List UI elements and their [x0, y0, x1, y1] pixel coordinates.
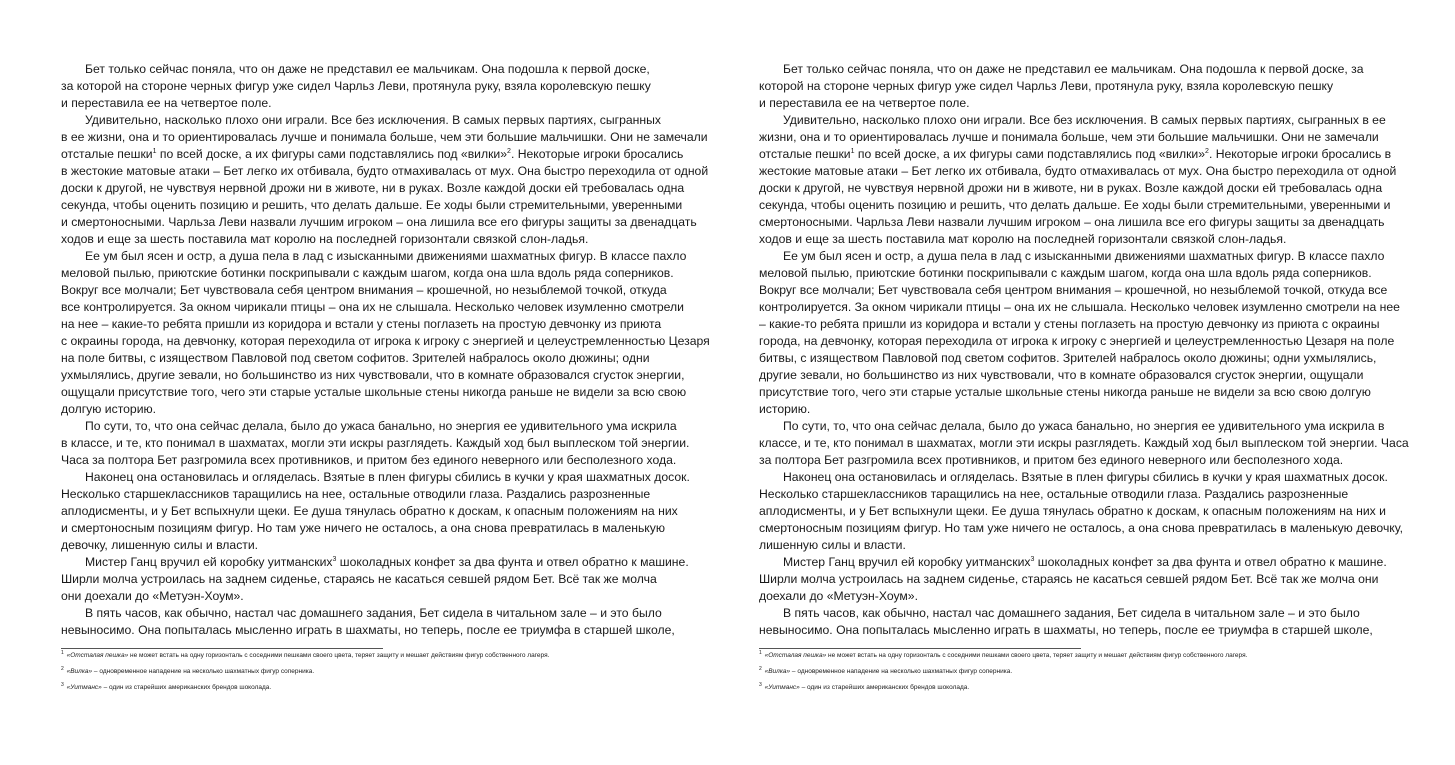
text-run: меловой пылью, приютские ботинки поскрипывали с каждым шагом, когда она шла вдоль ряда соперников. — [759, 266, 1372, 280]
text-line — [61, 333, 711, 350]
footnotes — [61, 649, 711, 689]
text-line — [61, 316, 711, 333]
text-line — [61, 435, 711, 452]
text-line — [61, 61, 711, 78]
text-run: . Некоторые игроки бросались — [510, 147, 684, 161]
text-run: лишенную силы и власти. — [759, 538, 906, 552]
text-line — [759, 265, 1409, 282]
text-line — [61, 197, 711, 214]
text-run: в жестокие матовые атаки – Бет легко их отбивала, будто отмахивалась от мух. Она быстро переходила от одной — [61, 164, 709, 178]
text-run: Удивительно, насколько плохо они играли. Все без исключения. В самых первых партиях, сыгранных в ее — [783, 113, 1386, 127]
footnote-mark: 2 — [61, 666, 64, 672]
text-run: которой на стороне черных фигур уже сидел Чарльз Леви, протянула руку, взяла королевскую пешку — [759, 79, 1334, 93]
footnote-ref: 3 — [1030, 556, 1035, 563]
text-run: все контролируется. За окном чирикали птицы – она их не слышала. Несколько человек изумленно смотрели — [61, 300, 684, 314]
text-run: Ее ум был ясен и остр, а душа пела в лад с изысканными движениями шахматных фигур. В классе пахло — [783, 249, 1385, 263]
text-run: и переставила ее на четвертое поле. — [61, 96, 272, 110]
text-run: с окраины города, на девчонку, которая переходила от игрока к игроку с энергией и целеустремленностью Цезаря — [61, 334, 710, 348]
text-run: Бет только сейчас поняла, что он даже не представил ее мальчикам. Она подошла к первой доске, — [85, 62, 650, 76]
text-line — [61, 78, 711, 95]
text-run: ходов и еще за шесть поставила мат королю на последней горизонтали связкой слон-ладья. — [61, 232, 589, 246]
text-line — [759, 571, 1409, 588]
text-run: Несколько старшеклассников таращились на нее, остальные отводили глаза. Раздались разрозненные — [759, 487, 1349, 501]
text-line — [759, 333, 1409, 350]
text-line — [759, 367, 1409, 384]
text-line — [61, 588, 711, 605]
footnote-term: «Отсталая пешка» — [764, 652, 827, 659]
footnote-term: «Вилка» — [764, 668, 791, 675]
text-line — [61, 605, 711, 622]
text-run: Ширли молча устроилась на заднем сиденье, стараясь не касаться севшей рядом Бет. Всё так же молча — [61, 572, 657, 586]
footnote-text: не может встать на одну горизонталь с соседними пешками своего цвета, теряет защиту и мешает действиям фигур собственного лагеря. — [128, 652, 550, 659]
text-line — [759, 537, 1409, 554]
text-line — [61, 622, 711, 639]
text-line — [61, 418, 711, 435]
text-line — [61, 350, 711, 367]
footnote — [759, 681, 1409, 689]
text-line — [759, 418, 1409, 435]
text-line — [61, 367, 711, 384]
footnote-mark: 3 — [61, 682, 64, 688]
text-run: другие зевали, но большинство из них чувствовали, что в комнате образовался сгусток энергии, ощущали — [759, 368, 1364, 382]
text-line — [759, 78, 1409, 95]
text-run: города, на девчонку, которая переходила от игрока к игроку с энергией и целеустремленностью Цезаря на поле — [759, 334, 1395, 348]
text-line — [61, 299, 711, 316]
text-line — [759, 316, 1409, 333]
text-run: . Некоторые игроки бросались в — [1208, 147, 1392, 161]
text-line — [759, 435, 1409, 452]
text-line — [61, 163, 711, 180]
text-run: на нее – какие-то ребята пришли из коридора и встали у стены поглазеть на простую девчонку из приюта — [61, 317, 662, 331]
text-run: В пять часов, как обычно, настал час домашнего задания, Бет сидела в читальном зале – и это было — [783, 606, 1360, 620]
text-line — [759, 180, 1409, 197]
footnote-term: «Уитманс» — [66, 684, 102, 691]
text-line — [61, 146, 711, 163]
footnote-term: «Отсталая пешка» — [66, 652, 129, 659]
text-line — [759, 146, 1409, 163]
text-run: в ее жизни, она и то ориентировалась лучше и понимала больше, чем эти большие мальчишки. Они не замечали — [61, 130, 708, 144]
text-line — [61, 214, 711, 231]
text-run: доехали до «Метуэн-Хоум». — [759, 589, 918, 603]
text-line — [61, 384, 711, 401]
text-run: шоколадных конфет за два фунта и отвел обратно к машине. — [1034, 555, 1387, 569]
footnotes — [759, 649, 1409, 689]
text-line — [759, 299, 1409, 316]
footnote — [61, 681, 711, 689]
text-line — [759, 469, 1409, 486]
text-run: По сути, то, что она сейчас делала, было до ужаса банально, но энергия ее удивительного ума искрила — [85, 419, 677, 433]
text-run: Часа за полтора Бет разгромила всех противников, и притом без единого неверного или бесполезного хода. — [61, 453, 677, 467]
footnote-ref: 2 — [507, 148, 511, 155]
text-line — [61, 95, 711, 112]
text-run: историю. — [759, 402, 811, 416]
footnote-term: «Вилка» — [66, 668, 93, 675]
footnote-ref: 3 — [332, 556, 337, 563]
text-run: невыносимо. Она попыталась мысленно играть в шахматы, но теперь, после ее триумфа в старшей школе, — [61, 623, 675, 637]
body-text — [61, 61, 711, 639]
text-run: битвы, с изяществом Павловой под светом софитов. Зрителей набралось около дюжины; одни ухмылялись, — [759, 351, 1377, 365]
text-run: они доехали до «Метуэн-Хоум». — [61, 589, 244, 603]
text-line — [61, 469, 711, 486]
text-run: Наконец она остановилась и огляделась. Взятые в плен фигуры сбились в кучки у края шахматных досок. — [783, 470, 1388, 484]
footnote-mark: 1 — [759, 650, 762, 656]
text-run: секунда, чтобы оценить позицию и решить, что делать дальше. Ее ходы были стремительными, уверенными — [61, 198, 683, 212]
text-line — [61, 503, 711, 520]
text-run: и смертоносным позициям фигур. Но там уже ничего не осталось, а она снова превратилась в маленькую — [61, 521, 666, 535]
text-line — [61, 282, 711, 299]
text-run: жизни, она и то ориентировалась лучше и понимала больше, чем эти большие мальчишки. Они не замечали — [759, 130, 1379, 144]
page-left — [61, 61, 711, 689]
text-run: присутствие того, чего эти старые усталые школьные стены никогда раньше не видели за всю свою долгую — [759, 385, 1371, 399]
text-run: отсталые пешки — [759, 147, 851, 161]
text-run: за полтора Бет разгромила всех противников, и притом без единого неверного или бесполезного хода. — [759, 453, 1344, 467]
text-line — [61, 554, 711, 571]
text-run: Удивительно, насколько плохо они играли. Все без исключения. В самых первых партиях, сыгранных — [85, 113, 661, 127]
text-run: по всей доске, а их фигуры сами подставлялись под «вилки» — [156, 147, 508, 161]
footnote-text: – один из старейших американских брендов шоколада. — [799, 684, 970, 691]
text-run: в классе, и те, кто понимал в шахматах, могли эти искры разглядеть. Каждый ход был выплеском той энергии. — [61, 436, 690, 450]
text-run: классе, и те, кто понимал в шахматах, могли эти искры разглядеть. Каждый ход был выплеском той энергии. Часа — [759, 436, 1409, 450]
text-run: по всей доске, а их фигуры сами подставлялись под «вилки» — [854, 147, 1206, 161]
text-run: доски к другой, не чувствуя нервной дрожи ни в животе, ни в руках. Возле каждой доски ей требовалась одна — [61, 181, 685, 195]
text-run: Наконец она остановилась и огляделась. Взятые в плен фигуры сбились в кучки у края шахматных досок. — [85, 470, 690, 484]
footnote — [759, 649, 1409, 657]
text-line — [759, 231, 1409, 248]
text-line — [759, 452, 1409, 469]
text-run: Ее ум был ясен и остр, а душа пела в лад с изысканными движениями шахматных фигур. В классе пахло — [85, 249, 687, 263]
footnote — [759, 665, 1409, 673]
text-line — [61, 571, 711, 588]
text-run: контролируется. За окном чирикали птицы – она их не слышала. Несколько человек изумленно смотрели на нее — [759, 300, 1400, 314]
text-line — [759, 95, 1409, 112]
text-run: В пять часов, как обычно, настал час домашнего задания, Бет сидела в читальном зале – и это было — [85, 606, 662, 620]
text-line — [759, 163, 1409, 180]
footnote-ref: 1 — [850, 148, 855, 155]
footnote-mark: 2 — [759, 666, 762, 672]
text-line — [759, 214, 1409, 231]
text-line — [759, 588, 1409, 605]
text-run: Несколько старшеклассников таращились на нее, остальные отводили глаза. Раздались разрозненные — [61, 487, 651, 501]
text-run: По сути, то, что она сейчас делала, было до ужаса банально, но энергия ее удивительного ума искрила в — [783, 419, 1385, 433]
text-line — [759, 401, 1409, 418]
text-line — [61, 265, 711, 282]
text-line — [759, 248, 1409, 265]
footnote-mark: 3 — [759, 682, 762, 688]
text-run: за которой на стороне черных фигур уже сидел Чарльз Леви, протянула руку, взяла королевскую пешку — [61, 79, 651, 93]
text-line — [61, 486, 711, 503]
page-right — [759, 61, 1409, 689]
text-run: Мистер Ганц вручил ей коробку уитманских — [85, 555, 333, 569]
text-run: девочку, лишенную силы и власти. — [61, 538, 259, 552]
text-line — [759, 622, 1409, 639]
footnote-mark: 1 — [61, 650, 64, 656]
footnote — [61, 665, 711, 673]
text-run: смертоносным позициям фигур. Но там уже ничего не осталось, а она снова превратилась в маленькую девочку, — [759, 521, 1404, 535]
text-run: ощущали присутствие того, чего эти старые усталые школьные стены никогда раньше не видели за всю свою — [61, 385, 687, 399]
text-run: – какие-то ребята пришли из коридора и встали у стены поглазеть на простую девчонку из приюта с окраины — [759, 317, 1380, 331]
text-line — [759, 282, 1409, 299]
text-run: Ширли молча устроилась на заднем сиденье, стараясь не касаться севшей рядом Бет. Всё так же молча они — [759, 572, 1379, 586]
text-run: меловой пылью, приютские ботинки поскрипывали с каждым шагом, когда она шла вдоль ряда соперников. — [61, 266, 674, 280]
text-line — [759, 112, 1409, 129]
text-line — [759, 486, 1409, 503]
text-run: ухмылялись, другие зевали, но большинство из них чувствовали, что в комнате образовался сгусток энергии, — [61, 368, 685, 382]
footnote-text: не может встать на одну горизонталь с соседними пешками своего цвета, теряет защиту и мешает действиям фигур собственного лагеря. — [826, 652, 1248, 659]
text-run: ходов и еще за шесть поставила мат королю на последней горизонтали связкой слон-ладья. — [759, 232, 1287, 246]
text-line — [759, 605, 1409, 622]
text-run: Вокруг все молчали; Бет чувствовала себя центром внимания – крошечной, но незыблемой точкой, откуда все — [759, 283, 1388, 297]
footnote-ref: 2 — [1205, 148, 1209, 155]
text-line — [61, 112, 711, 129]
text-run: жестокие матовые атаки – Бет легко их отбивала, будто отмахивалась от мух. Она быстро переходила от одной — [759, 164, 1397, 178]
text-run: доски к другой, не чувствуя нервной дрожи ни в животе, ни в руках. Возле каждой доски ей требовалась одна — [759, 181, 1383, 195]
footnote-text: – один из старейших американских брендов шоколада. — [101, 684, 272, 691]
footnote-ref: 1 — [152, 148, 157, 155]
text-line — [61, 231, 711, 248]
footnote-term: «Уитманс» — [764, 684, 800, 691]
text-run: долгую историю. — [61, 402, 157, 416]
text-line — [759, 197, 1409, 214]
text-run: и смертоносными. Чарльза Леви назвали лучшим игроком – она лишила все его фигуры защиты за двенадцать — [61, 215, 697, 229]
text-line — [759, 61, 1409, 78]
text-line — [759, 129, 1409, 146]
text-line — [61, 248, 711, 265]
text-run: аплодисменты, и у Бет вспыхнули щеки. Ее душа тянулась обратно к доскам, к опасным положениям на них — [61, 504, 678, 518]
footnote-text: – одновременное нападение на несколько шахматных фигур соперника. — [92, 668, 315, 675]
text-run: смертоносными. Чарльза Леви назвали лучшим игроком – она лишила все его фигуры защиты за двенадцать — [759, 215, 1385, 229]
text-run: на поле битвы, с изяществом Павловой под светом софитов. Зрителей набралось около дюжины; одни — [61, 351, 650, 365]
text-run: невыносимо. Она попыталась мысленно играть в шахматы, но теперь, после ее триумфа в старшей школе, — [759, 623, 1373, 637]
text-run: Вокруг все молчали; Бет чувствовала себя центром внимания – крошечной, но незыблемой точкой, откуда — [61, 283, 667, 297]
footnote — [61, 649, 711, 657]
text-line — [759, 384, 1409, 401]
body-text — [759, 61, 1409, 639]
text-line — [61, 180, 711, 197]
text-line — [759, 350, 1409, 367]
text-line — [61, 520, 711, 537]
text-line — [759, 503, 1409, 520]
text-run: Бет только сейчас поняла, что он даже не представил ее мальчикам. Она подошла к первой доске, за — [783, 62, 1364, 76]
text-line — [61, 452, 711, 469]
text-run: секунда, чтобы оценить позицию и решить, что делать дальше. Ее ходы были стремительными, уверенными и — [759, 198, 1391, 212]
text-run: шоколадных конфет за два фунта и отвел обратно к машине. — [336, 555, 689, 569]
text-run: отсталые пешки — [61, 147, 153, 161]
text-run: Мистер Ганц вручил ей коробку уитманских — [783, 555, 1031, 569]
text-run: и переставила ее на четвертое поле. — [759, 96, 970, 110]
text-line — [61, 129, 711, 146]
text-line — [759, 554, 1409, 571]
text-line — [759, 520, 1409, 537]
text-line — [61, 401, 711, 418]
footnote-text: – одновременное нападение на несколько шахматных фигур соперника. — [790, 668, 1013, 675]
text-run: аплодисменты, и у Бет вспыхнули щеки. Ее душа тянулась обратно к доскам, к опасным положениям на них и — [759, 504, 1386, 518]
text-line — [61, 537, 711, 554]
